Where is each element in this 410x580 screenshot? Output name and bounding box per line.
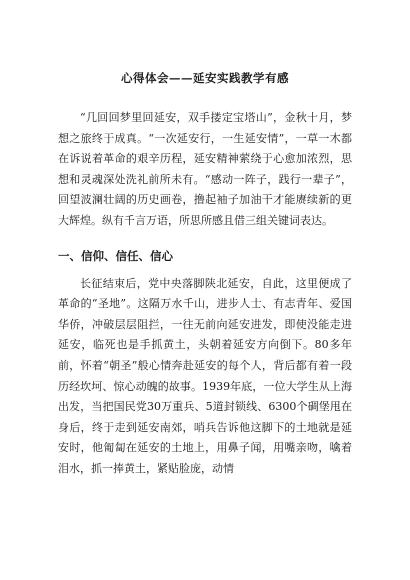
document-title: 心得体会——延安实践教学有感 <box>121 71 289 85</box>
section-heading: 一、信仰、信任、信心 <box>58 248 173 263</box>
intro-paragraph: “几回回梦里回延安，双手搂定宝塔山”，金秋十月，梦想之旅终于成真。“一次延安行，一生延安情”，一草一木都在诉说着革命的艰辛历程，延安精神萦绕于心愈加浓烈，思想和灵魂深处洗礼前所未有。“感动一阵子，践行一辈子”，回望波澜壮阔的历史画卷，撸起袖子加油干才能赓续新的更大辉煌。纵有千言万语，所思所感且借三组关键词表达。 <box>58 111 352 227</box>
section-paragraph: 长征结束后，党中央落脚陕北延安，自此，这里便成了革命的“圣地”。这隔万水千山，进步人士、有志青年、爱国华侨，冲破层层阻拦，一往无前向延安进发，即使没能走进延安，临死也是手抓黄土，头朝着延安方向倒下。80多年前，怀着“朝圣”般心情奔赴延安的每个人，背后都有着一段历经坎坷、惊心动魄的故事。1939年底，一位大学生从上海出发，当把国民党30万重兵、5道封锁线、6300个碉堡甩在身后，终于走到延安南郊，哨兵告诉他这脚下的土地就是延安时，他匍匐在延安的土地上，用鼻子闻，用嘴亲吻，噙着泪水，抓一捧黄土，紧贴脸庞，动情 <box>58 276 352 475</box>
